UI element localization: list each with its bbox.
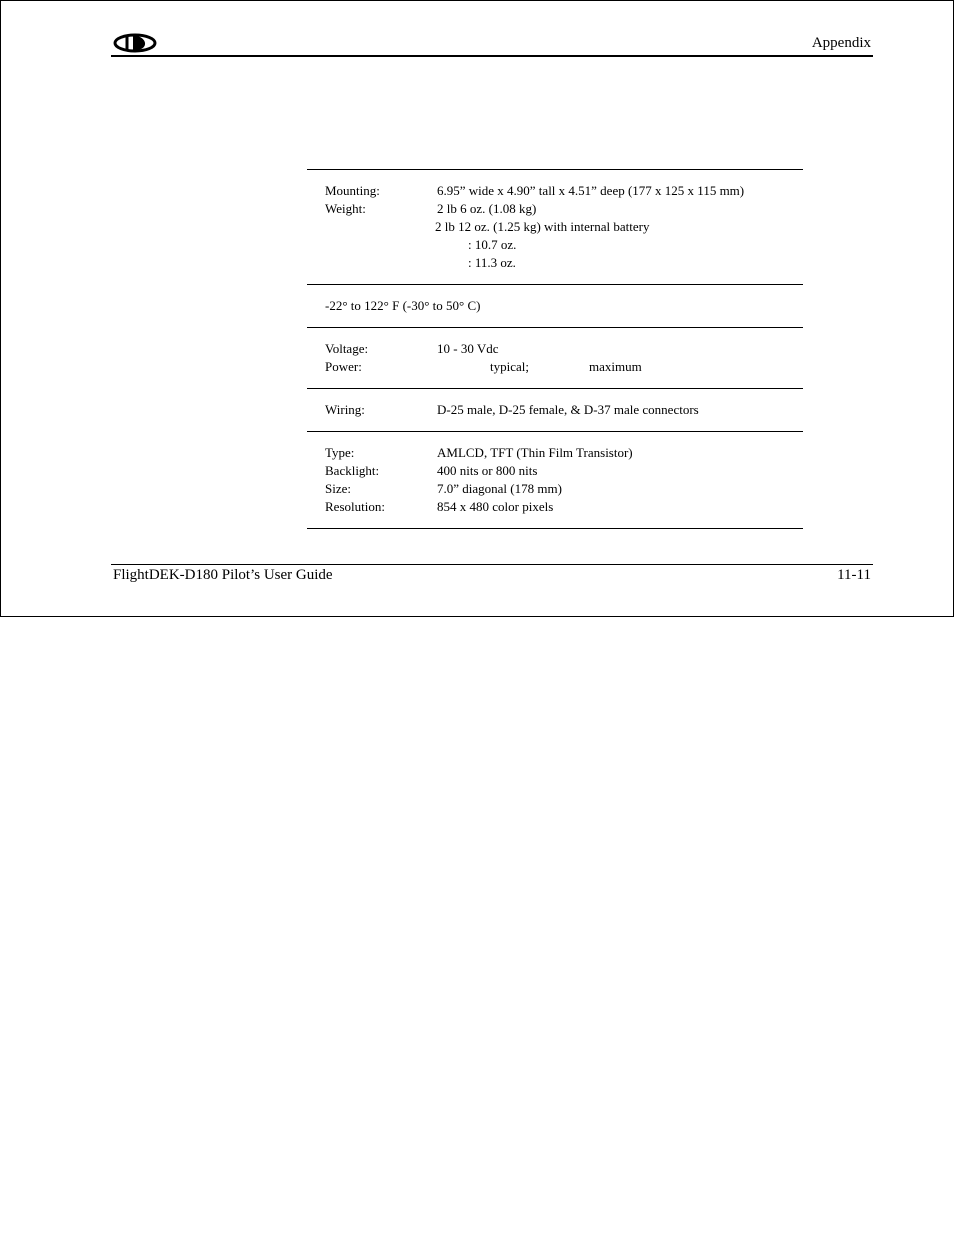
type-row xyxy=(325,444,803,462)
page-number: 11-11 xyxy=(837,567,871,583)
weight-extra-value-2: : 11.3 oz. xyxy=(468,255,516,270)
page-footer xyxy=(111,564,873,583)
weight-extra-value-1: : 10.7 oz. xyxy=(468,237,517,252)
mounting-row xyxy=(325,182,803,200)
display-section xyxy=(307,432,803,529)
header-title: Appendix xyxy=(811,35,871,51)
wiring-section xyxy=(307,389,803,432)
power-typical: typical; xyxy=(490,359,529,374)
spec-table xyxy=(307,169,803,529)
weight-label: Weight: xyxy=(325,201,366,216)
electrical-section xyxy=(307,328,803,389)
page-frame xyxy=(0,0,954,617)
resolution-row xyxy=(325,498,803,516)
weight-extra-row-2 xyxy=(325,254,803,272)
mounting-value: 6.95” wide x 4.90” tall x 4.51” deep (177 x 125 x 115 mm) xyxy=(437,183,745,198)
weight-value: 2 lb 6 oz. (1.08 kg) xyxy=(437,201,537,216)
resolution-value: 854 x 480 color pixels xyxy=(437,499,554,514)
power-label: Power: xyxy=(325,359,362,374)
backlight-value: 400 nits or 800 nits xyxy=(437,463,538,478)
wiring-value: D-25 male, D-25 female, & D-37 male connectors xyxy=(437,402,699,417)
backlight-label: Backlight: xyxy=(325,463,380,478)
power-row xyxy=(325,358,803,376)
physical-section xyxy=(307,170,803,285)
power-maximum: maximum xyxy=(589,359,642,374)
temperature-row xyxy=(325,297,803,315)
voltage-label: Voltage: xyxy=(325,341,369,356)
wiring-label: Wiring: xyxy=(325,402,365,417)
type-value: AMLCD, TFT (Thin Film Transistor) xyxy=(437,445,633,460)
type-label: Type: xyxy=(325,445,355,460)
size-row xyxy=(325,480,803,498)
temperature-value: -22° to 122° F (-30° to 50° C) xyxy=(325,298,481,313)
voltage-value: 10 - 30 Vdc xyxy=(437,341,499,356)
resolution-label: Resolution: xyxy=(325,499,385,514)
voltage-row xyxy=(325,340,803,358)
weight-row xyxy=(325,200,803,218)
weight-battery-value: 2 lb 12 oz. (1.25 kg) with internal battery xyxy=(435,219,650,234)
size-label: Size: xyxy=(325,481,351,496)
size-value: 7.0” diagonal (178 mm) xyxy=(437,481,562,496)
weight-battery-row xyxy=(325,218,803,236)
temperature-section xyxy=(307,285,803,328)
page-header xyxy=(111,31,873,57)
dynon-logo-icon xyxy=(113,33,157,53)
backlight-row xyxy=(325,462,803,480)
mounting-label: Mounting: xyxy=(325,183,380,198)
guide-title: FlightDEK-D180 Pilot’s User Guide xyxy=(113,567,333,583)
weight-extra-row-1 xyxy=(325,236,803,254)
wiring-row xyxy=(325,401,803,419)
